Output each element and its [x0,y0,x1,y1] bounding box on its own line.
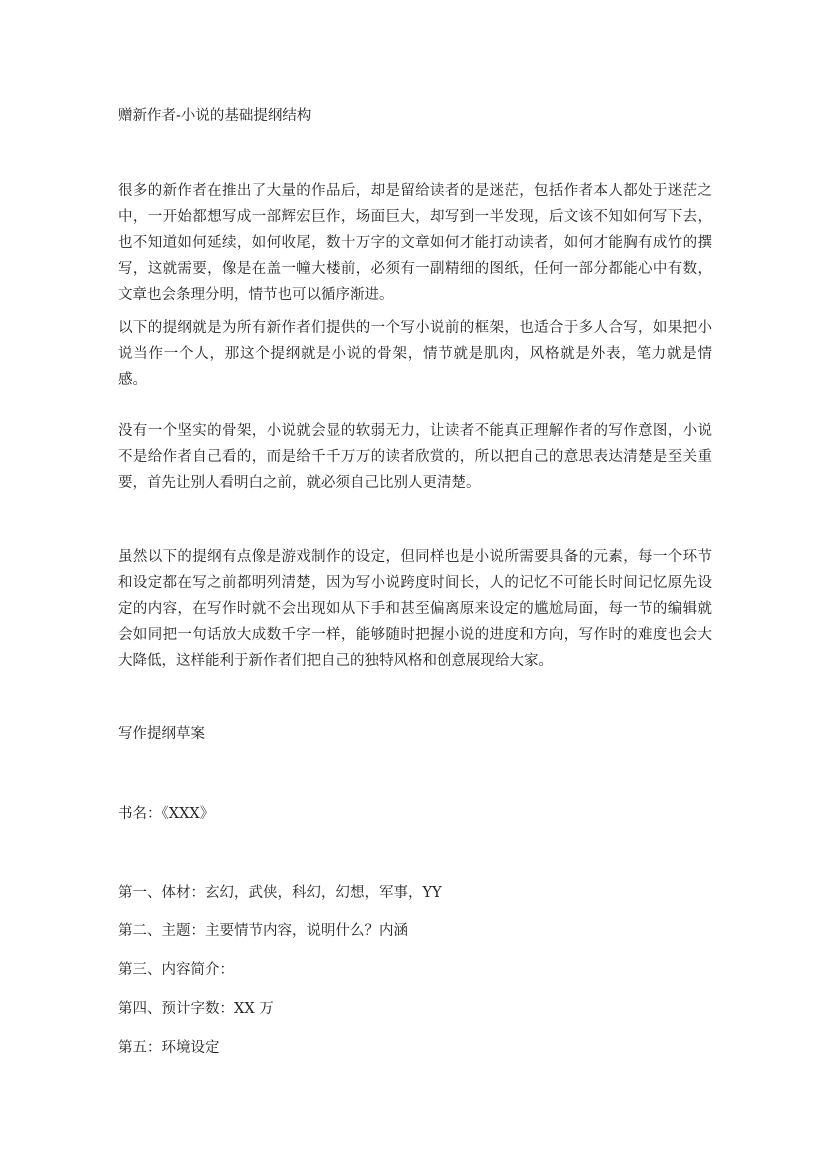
list-item-theme: 第二、主题：主要情节内容，说明什么？内涵 [118,923,408,939]
list-item-word-count: 第四、预计字数：XX 万 [118,1001,274,1017]
book-name: 书名：《XXX》 [118,806,215,822]
document-title: 赠新作者-小说的基础提纲结构 [118,108,312,124]
paragraph-game-design: 虽然以下的提纲有点像是游戏制作的设定，但同样也是小说所需要具备的元素，每一个环节和设定都在写之前都明列清楚，因为写小说跨度时间长，人的记忆不可能长时间记忆原先设定的内容，在写作时就不会出现如从下手和甚至偏离原来设定的尴尬局面，每一节的编辑就会如同把一句话放大成数千字一样，能够随时把握小说的进度和方向，写作时的难度也会大大降低，这样能利于新作者们把自己的独特风格和创意展现给大家。 [118,549,712,669]
list-item-environment: 第五：环境设定 [118,1040,220,1056]
list-item-genre: 第一、体材：玄幻，武侠，科幻，幻想，军事，YY [118,885,442,901]
list-item-synopsis: 第三、内容简介： [118,962,234,978]
paragraph-skeleton: 没有一个坚实的骨架，小说就会显的软弱无力，让读者不能真正理解作者的写作意图，小说不是给作者自己看的，而是给千千万万的读者欣赏的，所以把自己的意思表达清楚是至关重要，首先让别人看明白之前，就必须自己比别人更清楚。 [118,423,712,491]
paragraph-framework: 以下的提纲就是为所有新作者们提供的一个写小说前的框架，也适合于多人合写，如果把小说当作一个人，那这个提纲就是小说的骨架，情节就是肌肉，风格就是外表，笔力就是情感。 [118,320,712,388]
paragraph-intro: 很多的新作者在推出了大量的作品后，却是留给读者的是迷茫，包括作者本人都处于迷茫之中，一开始都想写成一部辉宏巨作，场面巨大，却写到一半发现，后文该不知如何写下去，也不知道如何延续，如何收尾，数十万字的文章如何才能打动读者，如何才能胸有成竹的撰写，这就需要，像是在盖一幢大楼前，必须有一副精细的图纸，任何一部分都能心中有数，文章也会条理分明，情节也可以循序渐进。 [118,183,712,303]
section-heading: 写作提纲草案 [118,726,205,742]
